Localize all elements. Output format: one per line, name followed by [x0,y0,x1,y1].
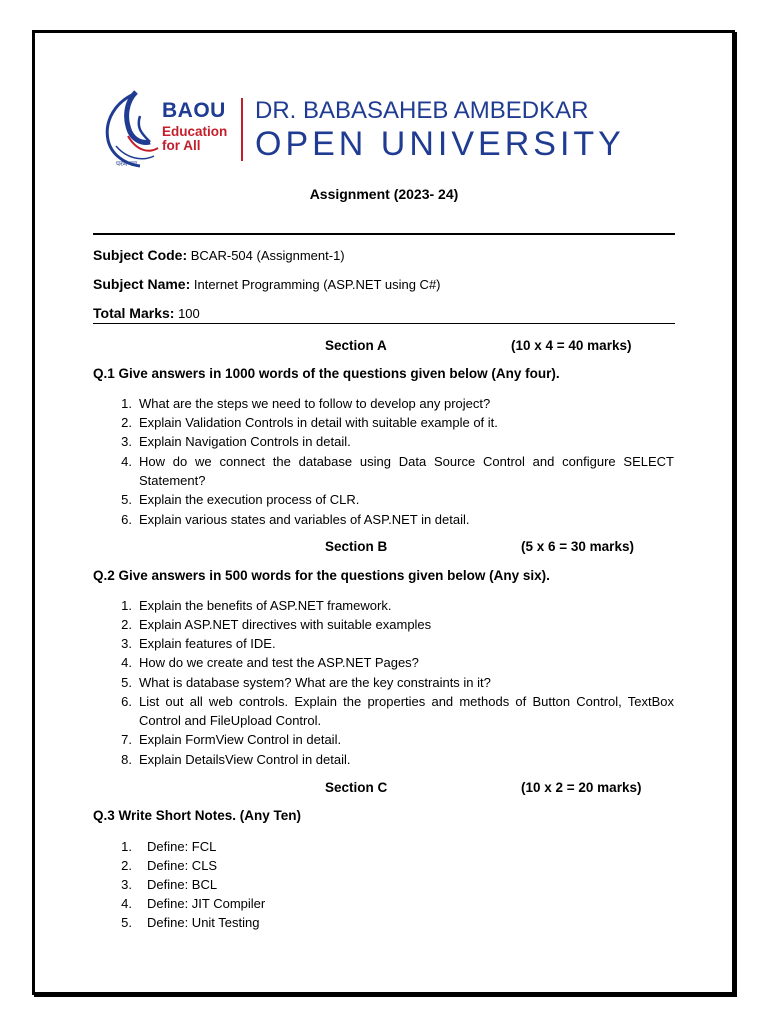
list-item: 2. Explain Validation Controls in detail with suitable example of it. [121,415,498,430]
university-name-line-2: OPEN UNIVERSITY [255,125,625,163]
list-item: 1. Define: FCL [121,839,217,854]
total-marks-label: Total Marks: [93,305,175,321]
logo-hindi-text: परम नम [116,161,138,168]
logo-tagline-line-2: for All [162,138,201,153]
list-item: 3. Explain features of IDE. [121,636,276,651]
logo-tagline [162,125,227,153]
list-item: 3. Define: BCL [121,877,218,892]
list-item: 8. Explain DetailsView Control in detail. [121,752,351,767]
subject-name-label: Subject Name: [93,276,191,292]
header-rule [93,233,675,235]
list-item: 1. Explain the benefits of ASP.NET framework. [121,598,392,613]
logo-tagline-line-1: Education [162,124,228,139]
list-item: 7. Explain FormView Control in detail. [121,732,342,747]
logo-abbreviation: BAOU [162,99,226,122]
list-item: 2. Explain ASP.NET directives with suitable examples [121,617,432,632]
section-c-marks: (10 x 2 = 20 marks) [521,780,642,795]
section-a-marks: (10 x 4 = 40 marks) [511,338,632,353]
section-b-marks: (5 x 6 = 30 marks) [521,539,634,554]
total-marks-row [93,305,200,321]
question-1: Q.1 Give answers in 1000 words of the questions given below (Any four). [93,366,560,381]
assignment-title: Assignment (2023- 24) [309,186,459,202]
subject-code-label: Subject Code: [93,247,188,263]
section-c-title: Section C [325,780,388,795]
subject-code-row [93,247,345,263]
subject-code-value: BCAR-504 (Assignment-1) [190,248,345,263]
list-item: 5. Explain the execution process of CLR. [121,492,360,507]
subject-name-row [93,276,441,292]
question-2: Q.2 Give answers in 500 words for the questions given below (Any six). [93,568,550,583]
question-3: Q.3 Write Short Notes. (Any Ten) [93,808,302,823]
list-item: 3. Explain Navigation Controls in detail. [121,434,351,449]
list-item: 2. Define: CLS [121,858,218,873]
total-marks-value: 100 [178,306,200,321]
list-item: 4. Define: JIT Compiler [121,896,266,911]
list-item: 5. Define: Unit Testing [121,915,260,930]
list-item: 6. List out all web controls. Explain the properties and methods of Button Control, TextBox Control and FileUpload Control. [121,694,674,729]
logo-divider [241,98,243,161]
meta-rule [93,323,675,324]
list-item: 4. How do we connect the database using Data Source Control and configure SELECT Statement? [121,454,674,489]
university-name-line-1: DR. BABASAHEB AMBEDKAR [255,97,589,124]
list-item: 6. Explain various states and variables of ASP.NET in detail. [121,512,470,527]
subject-name-value: Internet Programming (ASP.NET using C#) [193,277,441,292]
section-a-title: Section A [325,338,387,353]
list-item: 1. What are the steps we need to follow to develop any project? [121,396,491,411]
list-item: 5. What is database system? What are the key constraints in it? [121,675,491,690]
list-item: 4. How do we create and test the ASP.NET Pages? [121,655,419,670]
section-b-title: Section B [325,539,388,554]
